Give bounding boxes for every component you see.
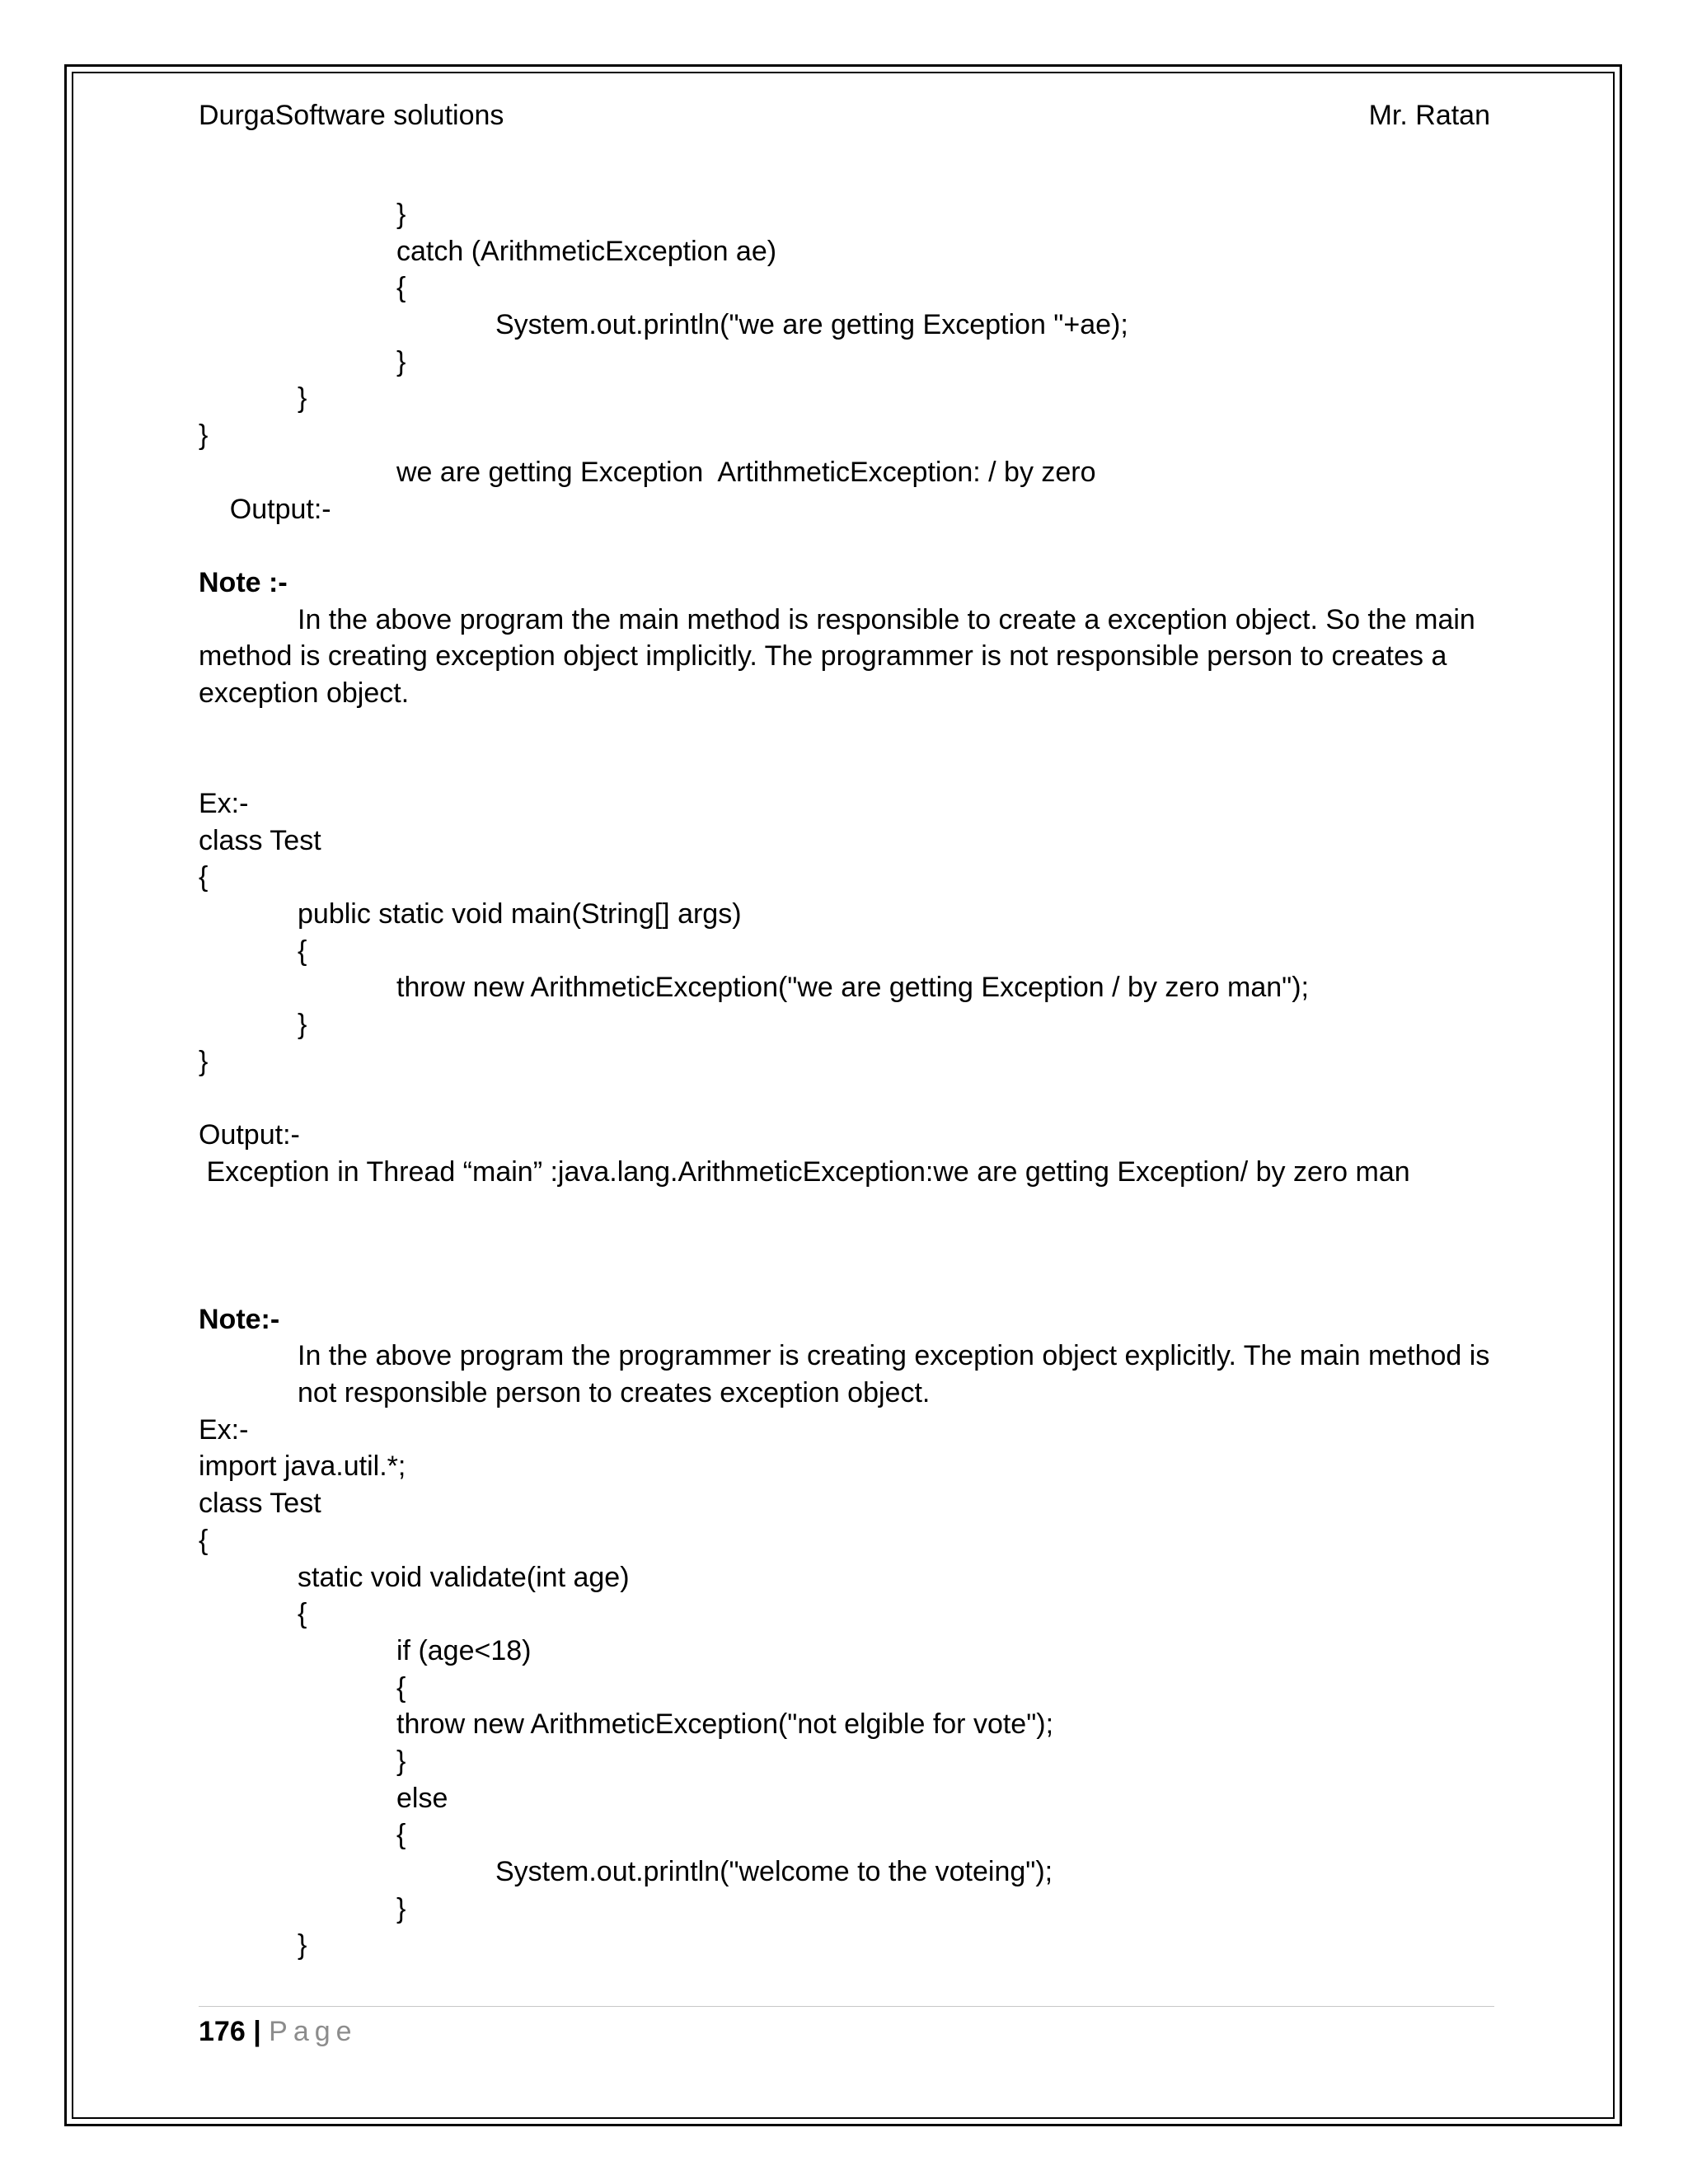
code-line: } xyxy=(298,1009,307,1041)
code-line: System.out.println("welcome to the voteing"); xyxy=(495,1856,1053,1888)
code-line: } xyxy=(199,419,209,452)
code-line: throw new ArithmeticException("not elgible for vote"); xyxy=(396,1708,1054,1741)
code-line: } xyxy=(396,1745,406,1777)
code-line: if (age<18) xyxy=(396,1634,532,1666)
page-content xyxy=(199,196,1493,1964)
code-line: public static void main(String[] args) xyxy=(298,898,742,930)
code-line: System.out.println("we are getting Exception "+ae); xyxy=(495,309,1128,341)
note-title: Note:- xyxy=(199,1303,280,1335)
code-line: } xyxy=(199,1045,209,1077)
code-line: { xyxy=(298,1598,307,1630)
footer-separator: | xyxy=(253,2016,261,2047)
code-line: catch (ArithmeticException ae) xyxy=(396,235,777,267)
code-line: { xyxy=(199,861,209,893)
header-right: Mr. Ratan xyxy=(1368,100,1490,131)
header-left: DurgaSoftware solutions xyxy=(199,100,504,131)
code-line: { xyxy=(199,1524,209,1556)
code-line: import java.util.*; xyxy=(199,1451,406,1483)
example-label: Ex:- xyxy=(199,788,249,820)
page-number: 176 xyxy=(199,2016,246,2047)
output-text: we are getting Exception ArtithmeticException: / by zero xyxy=(396,456,1096,488)
output-text: Exception in Thread “main” :java.lang.ArithmeticException:we are getting Exception/ by zero man xyxy=(199,1155,1410,1188)
code-line: class Test xyxy=(199,1488,321,1520)
output-label: Output:- xyxy=(199,1119,300,1151)
code-line: { xyxy=(396,1671,406,1704)
note-title: Note :- xyxy=(199,566,288,598)
output-label: Output:- xyxy=(229,493,331,525)
code-line: } xyxy=(396,1892,406,1924)
page-footer xyxy=(199,2013,358,2050)
note-text: In the above program the main method is responsible to create a exception object. So the main method is creating exception object implicitly. The programmer is not responsible person to creates a exception object. xyxy=(199,603,1475,709)
code-line: class Test xyxy=(199,824,321,856)
code-line: static void validate(int age) xyxy=(298,1561,630,1593)
code-line: else xyxy=(396,1782,448,1814)
code-line: } xyxy=(298,1929,307,1961)
code-line: { xyxy=(396,272,406,304)
code-line: { xyxy=(396,1819,406,1851)
code-line: } xyxy=(298,382,307,415)
output-1 xyxy=(199,454,1493,525)
code-line: throw new ArithmeticException("we are getting Exception / by zero man"); xyxy=(396,972,1309,1004)
code-line: { xyxy=(298,935,307,967)
code-line: } xyxy=(396,199,406,230)
note-text: In the above program the programmer is creating exception object explicitly. The main method is not responsible person to creates exception object. xyxy=(298,1340,1490,1409)
footer-divider xyxy=(199,2006,1494,2007)
code-line: } xyxy=(396,345,406,377)
page-label: Page xyxy=(269,2016,358,2047)
example-label: Ex:- xyxy=(199,1413,249,1446)
